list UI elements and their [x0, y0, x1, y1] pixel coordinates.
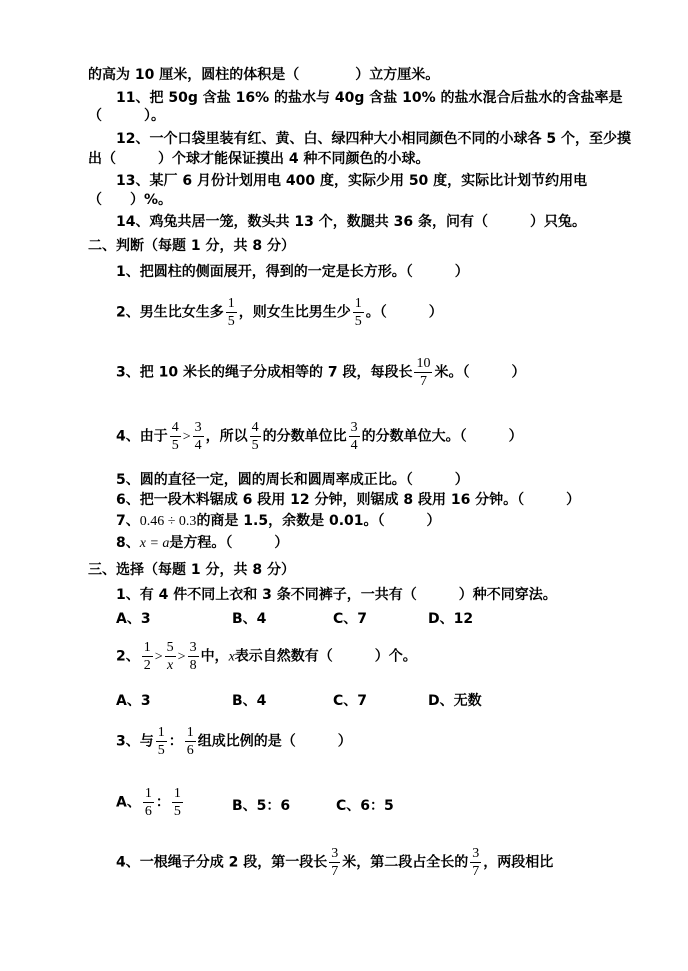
fraction-denominator: 5: [171, 438, 179, 453]
choice-q3: [116, 725, 352, 758]
fill-q13-line2: （ ）%。: [88, 192, 173, 208]
greater-than-sign: >: [182, 429, 191, 445]
judge-q4-text-a: 4、由于: [116, 428, 168, 445]
fraction: [165, 640, 176, 673]
option-label: A、: [116, 794, 141, 811]
fraction-numerator: 3: [189, 640, 197, 655]
judge-q4: [116, 420, 523, 453]
judge-q8-text-a: 8、: [116, 535, 140, 551]
fraction-denominator: 7: [419, 374, 427, 389]
fraction-denominator: 4: [350, 438, 358, 453]
choice-q1-option-d: D、12: [428, 611, 474, 627]
fill-q12-line2: 出（ ）个球才能保证摸出 4 种不同颜色的小球。: [88, 151, 430, 167]
fraction-numerator: 1: [157, 725, 165, 740]
fraction: [172, 786, 183, 819]
ratio-colon: ：: [168, 733, 183, 750]
math-expression: 0.46 ÷ 0.3: [139, 514, 197, 529]
math-expression: x = a: [139, 536, 170, 551]
judge-q4-text-b: ，所以: [205, 428, 248, 445]
fraction-numerator: 1: [186, 725, 194, 740]
fraction-denominator: 6: [186, 743, 194, 758]
fraction: [353, 296, 364, 329]
fraction-denominator: x: [167, 658, 174, 673]
section-heading-judge: 二、判断（每题 1 分，共 8 分）: [88, 238, 295, 254]
choice-q2: [116, 640, 417, 673]
fraction-numerator: 3: [331, 846, 339, 861]
choice-q4-text-b: 米，第二段占全长的: [342, 854, 469, 871]
choice-q4: [116, 846, 553, 879]
fraction-numerator: 3: [194, 420, 202, 435]
fraction-denominator: 5: [354, 314, 362, 329]
fraction-numerator: 1: [144, 786, 152, 801]
variable-x: x: [228, 649, 235, 665]
judge-q2-text-c: 。（ ）: [365, 304, 443, 321]
fraction: [414, 356, 432, 389]
judge-q7-text-a: 7、: [116, 513, 140, 529]
choice-q4-text-c: ，两段相比: [483, 854, 554, 871]
fraction-denominator: 5: [227, 314, 235, 329]
fraction: [470, 846, 481, 879]
fraction: [349, 420, 360, 453]
fraction: [329, 846, 340, 879]
choice-q2-option-c: C、7: [333, 693, 368, 709]
fraction-numerator: 3: [472, 846, 480, 861]
fill-q10-tail: 的高为 10 厘米，圆柱的体积是（ ）立方厘米。: [88, 67, 440, 83]
choice-q3-option-a: [116, 786, 185, 819]
choice-q2-text-c: 表示自然数有（ ）个。: [234, 648, 417, 665]
fill-q13-line1: 13、某厂 6 月份计划用电 400 度，实际少用 50 度，实际比计划节约用电: [116, 173, 588, 189]
judge-q4-text-d: 的分数单位大。（ ）: [361, 428, 523, 445]
judge-q7: [116, 512, 441, 531]
fraction-denominator: 7: [331, 864, 339, 879]
fraction-denominator: 5: [251, 438, 259, 453]
choice-q4-text-a: 4、一根绳子分成 2 段，第一段长: [116, 854, 328, 871]
judge-q5: 5、圆的直径一定，圆的周长和圆周率成正比。（ ）: [116, 472, 469, 488]
fraction: [143, 786, 154, 819]
choice-q2-text-a: 2、: [116, 648, 140, 665]
fraction: [250, 420, 261, 453]
choice-q1-option-a: A、3: [116, 611, 151, 627]
fraction-numerator: 4: [251, 420, 259, 435]
choice-q3-text-b: 组成比例的是（ ）: [197, 733, 352, 750]
fill-q11-line1: 11、把 50g 含盐 16% 的盐水与 40g 含盐 10% 的盐水混合后盐水的含盐率是: [116, 90, 623, 106]
fill-q11-line2: （ ）。: [88, 108, 165, 124]
judge-q4-text-c: 的分数单位比: [262, 428, 347, 445]
greater-than-sign: >: [154, 649, 163, 665]
fraction-numerator: 1: [227, 296, 235, 311]
judge-q3-text-b: 米。（ ）: [434, 364, 526, 381]
fill-q14: 14、鸡兔共居一笼，数头共 13 个，数腿共 36 条，问有（ ）只兔。: [116, 214, 586, 230]
fraction-numerator: 1: [354, 296, 362, 311]
judge-q7-text-b: 的商是 1.5，余数是 0.01。（ ）: [196, 513, 441, 529]
section-heading-choice: 三、选择（每题 1 分，共 8 分）: [88, 562, 295, 578]
greater-than-sign: >: [177, 649, 186, 665]
judge-q3-text-a: 3、把 10 米长的绳子分成相等的 7 段，每段长: [116, 364, 413, 381]
fraction-denominator: 5: [157, 743, 165, 758]
choice-q2-text-b: 中，: [200, 648, 229, 665]
judge-q6: 6、把一段木料锯成 6 段用 12 分钟，则锯成 8 段用 16 分钟。（ ）: [116, 492, 581, 508]
choice-q2-option-d: D、无数: [428, 693, 482, 709]
judge-q1: 1、把圆柱的侧面展开，得到的一定是长方形。（ ）: [116, 264, 469, 280]
choice-q3-option-b: B、5：6: [232, 798, 291, 814]
choice-q3-option-c: C、6：5: [336, 798, 394, 814]
fraction-numerator: 4: [171, 420, 179, 435]
choice-q2-option-a: A、3: [116, 693, 151, 709]
choice-q1-option-c: C、7: [333, 611, 368, 627]
choice-q2-option-b: B、4: [232, 693, 267, 709]
fraction-denominator: 6: [144, 804, 152, 819]
fraction-numerator: 1: [173, 786, 181, 801]
judge-q2-text-b: ，则女生比男生少: [238, 304, 351, 321]
fraction-denominator: 2: [143, 658, 151, 673]
choice-q3-text-a: 3、与: [116, 733, 154, 750]
judge-q8: [116, 534, 288, 553]
judge-q2-text-a: 2、男生比女生多: [116, 304, 224, 321]
fill-q12-line1: 12、一个口袋里装有红、黄、白、绿四种大小相同颜色不同的小球各 5 个，至少摸: [116, 131, 631, 147]
fraction: [193, 420, 204, 453]
judge-q3: [116, 356, 525, 389]
fraction-denominator: 7: [472, 864, 480, 879]
fraction: [170, 420, 181, 453]
fraction-denominator: 8: [189, 658, 197, 673]
fraction-numerator: 5: [166, 640, 174, 655]
fraction: [226, 296, 237, 329]
fraction: [156, 725, 167, 758]
fraction: [142, 640, 153, 673]
fraction: [185, 725, 196, 758]
fraction-denominator: 5: [173, 804, 181, 819]
fraction: [188, 640, 199, 673]
judge-q2: [116, 296, 443, 329]
judge-q8-text-b: 是方程。（ ）: [169, 535, 289, 551]
fraction-denominator: 4: [194, 438, 202, 453]
fraction-numerator: 3: [350, 420, 358, 435]
ratio-colon: ：: [155, 794, 170, 811]
fraction-numerator: 10: [416, 356, 431, 371]
choice-q1-option-b: B、4: [232, 611, 267, 627]
fraction-numerator: 1: [143, 640, 151, 655]
choice-q1: 1、有 4 件不同上衣和 3 条不同裤子，一共有（ ）种不同穿法。: [116, 587, 557, 603]
